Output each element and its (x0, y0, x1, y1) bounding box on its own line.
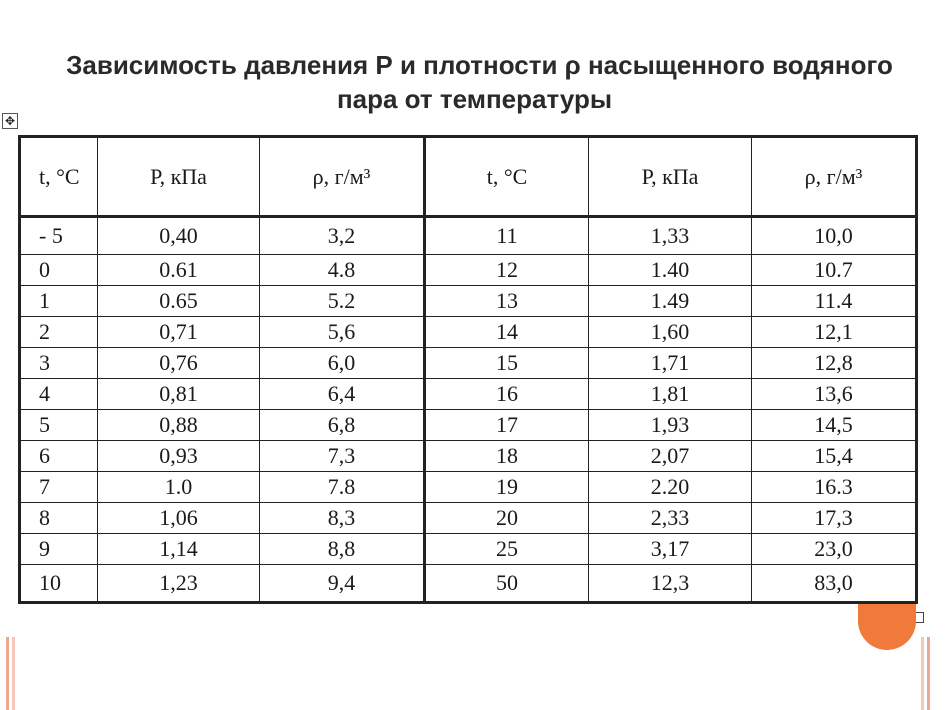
table-cell: 9 (20, 534, 98, 565)
table-row (20, 472, 917, 503)
table-cell: 14,5 (752, 410, 917, 441)
table-cell: 3 (20, 348, 98, 379)
table-cell: 0.65 (98, 286, 260, 317)
table-row (20, 286, 917, 317)
table-cell: 12,3 (589, 565, 752, 603)
decorative-stripe (12, 637, 15, 710)
table-cell: 17 (425, 410, 589, 441)
table-cell: 4.8 (260, 255, 425, 286)
table-cell: 0.61 (98, 255, 260, 286)
table-cell: 83,0 (752, 565, 917, 603)
table-cell: 2 (20, 317, 98, 348)
table-cell: 0,40 (98, 217, 260, 255)
table-cell: 10,0 (752, 217, 917, 255)
page-title (0, 48, 949, 116)
header-cell: t, °C (425, 137, 589, 217)
table-cell: 6,0 (260, 348, 425, 379)
table-cell: 16 (425, 379, 589, 410)
table-cell: 7 (20, 472, 98, 503)
title-line-2: пара от температуры (336, 84, 613, 114)
table-cell: 2,33 (589, 503, 752, 534)
header-cell: ρ, г/м³ (260, 137, 425, 217)
table-row (20, 441, 917, 472)
table-cell: 1,23 (98, 565, 260, 603)
table-cell: 5,6 (260, 317, 425, 348)
table-cell: 3,17 (589, 534, 752, 565)
table-cell: 15,4 (752, 441, 917, 472)
table-cell: 1,81 (589, 379, 752, 410)
table-cell: 1.0 (98, 472, 260, 503)
table-cell: 50 (425, 565, 589, 603)
table-cell: - 5 (20, 217, 98, 255)
table-cell: 18 (425, 441, 589, 472)
table-row (20, 217, 917, 255)
table-row (20, 503, 917, 534)
header-cell: Р, кПа (98, 137, 260, 217)
decorative-orange-shape (858, 604, 916, 650)
table-cell: 17,3 (752, 503, 917, 534)
table-cell: 1,14 (98, 534, 260, 565)
table-cell: 10.7 (752, 255, 917, 286)
table-cell: 7.8 (260, 472, 425, 503)
table-cell: 13 (425, 286, 589, 317)
table-cell: 11 (425, 217, 589, 255)
table-move-handle-icon[interactable]: ✥ (2, 113, 18, 129)
table-cell: 4 (20, 379, 98, 410)
table-cell: 1.40 (589, 255, 752, 286)
table-row (20, 410, 917, 441)
table-cell: 0,93 (98, 441, 260, 472)
table-cell: 1,60 (589, 317, 752, 348)
table-cell: 6,4 (260, 379, 425, 410)
table-cell: 8 (20, 503, 98, 534)
table-cell: 9,4 (260, 565, 425, 603)
table-cell: 1.49 (589, 286, 752, 317)
vapor-pressure-table (18, 135, 918, 604)
table-row (20, 534, 917, 565)
table-cell: 1,71 (589, 348, 752, 379)
decorative-stripe (6, 637, 9, 710)
table-cell: 16.3 (752, 472, 917, 503)
table-cell: 12 (425, 255, 589, 286)
table-cell: 5.2 (260, 286, 425, 317)
decorative-stripe (927, 637, 930, 710)
table-cell: 0,76 (98, 348, 260, 379)
table-cell: 25 (425, 534, 589, 565)
header-cell: ρ, г/м³ (752, 137, 917, 217)
table-cell: 1,93 (589, 410, 752, 441)
table-cell: 0 (20, 255, 98, 286)
table-cell: 23,0 (752, 534, 917, 565)
table-header-row (20, 137, 917, 217)
table-cell: 6 (20, 441, 98, 472)
table-cell: 0,71 (98, 317, 260, 348)
table-cell: 20 (425, 503, 589, 534)
table-cell: 5 (20, 410, 98, 441)
table-cell: 15 (425, 348, 589, 379)
table-cell: 19 (425, 472, 589, 503)
table-cell: 1,06 (98, 503, 260, 534)
table-cell: 3,2 (260, 217, 425, 255)
table-cell: 11.4 (752, 286, 917, 317)
table-row (20, 379, 917, 410)
decorative-stripe (921, 637, 924, 710)
table-cell: 12,8 (752, 348, 917, 379)
table-row (20, 565, 917, 603)
table-cell: 12,1 (752, 317, 917, 348)
table-cell: 10 (20, 565, 98, 603)
table-cell: 1 (20, 286, 98, 317)
table-cell: 14 (425, 317, 589, 348)
table-cell: 0,81 (98, 379, 260, 410)
header-cell: Р, кПа (589, 137, 752, 217)
table-cell: 8,8 (260, 534, 425, 565)
table-cell: 6,8 (260, 410, 425, 441)
table-cell: 1,33 (589, 217, 752, 255)
table-row (20, 255, 917, 286)
table-cell: 7,3 (260, 441, 425, 472)
table-cell: 0,88 (98, 410, 260, 441)
title-line-1: Зависимость давления Р и плотности ρ насыщенного водяного (66, 50, 893, 80)
table-row (20, 317, 917, 348)
table-cell: 8,3 (260, 503, 425, 534)
table-row (20, 348, 917, 379)
header-cell: t, °C (20, 137, 98, 217)
table-cell: 2,07 (589, 441, 752, 472)
table-cell: 2.20 (589, 472, 752, 503)
table-cell: 13,6 (752, 379, 917, 410)
